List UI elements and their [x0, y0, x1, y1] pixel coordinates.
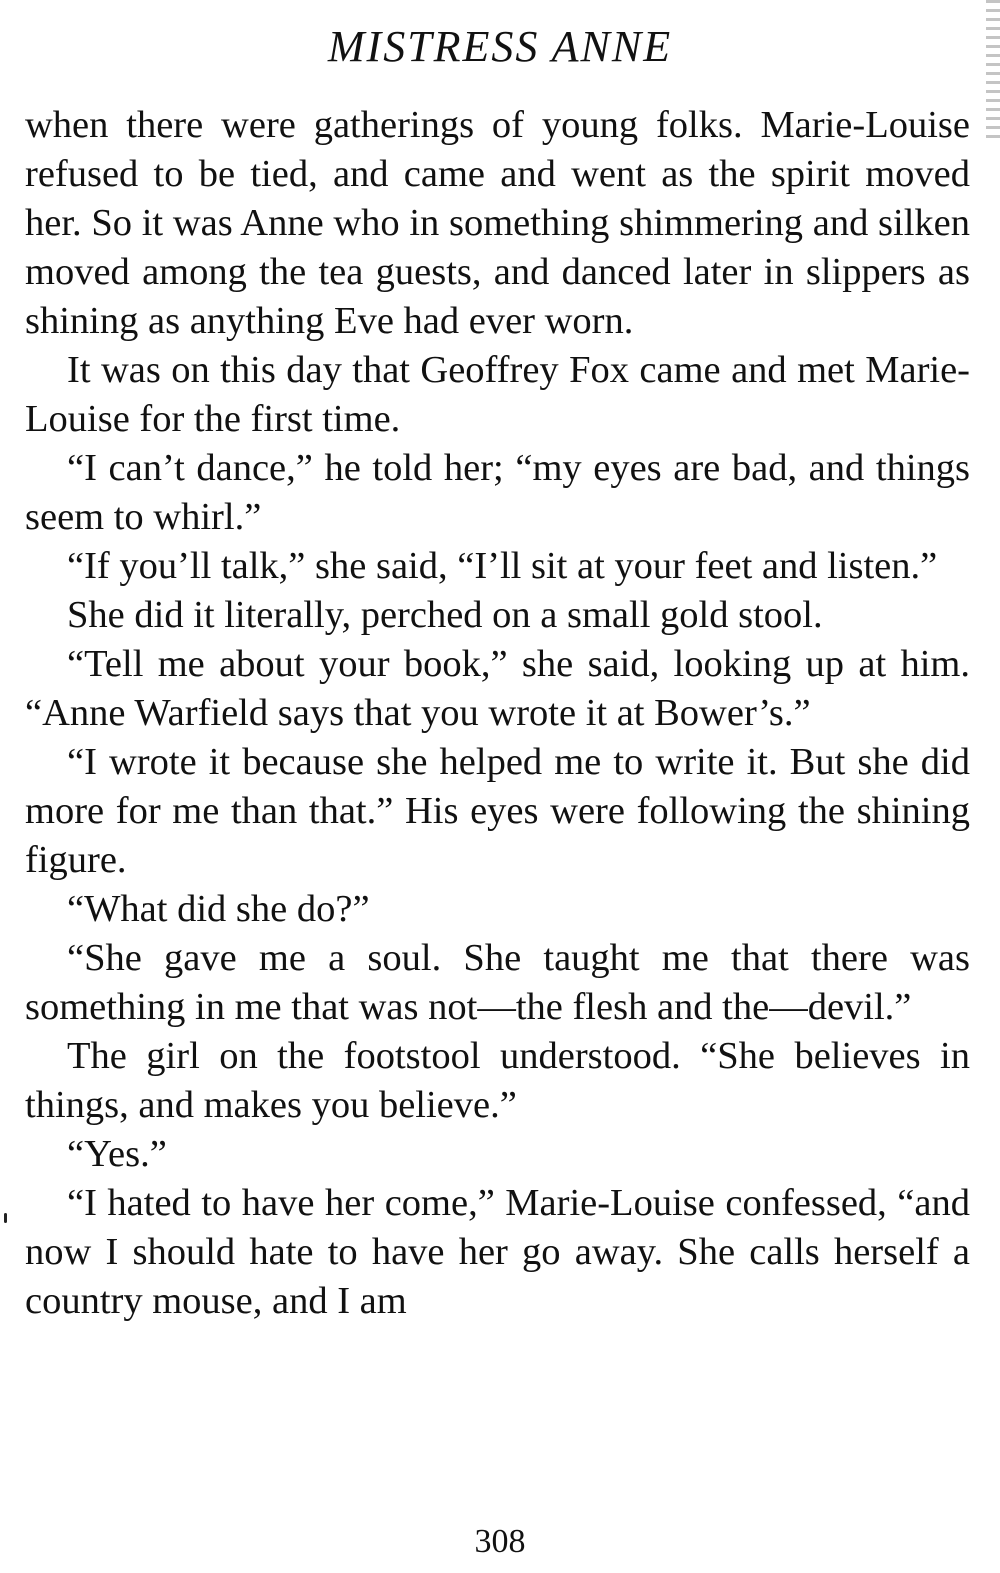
body-text [25, 101, 970, 1326]
running-title: MISTRESS ANNE [327, 22, 673, 71]
paragraph-continued: when there were gatherings of young folks. Marie-Louise refused to be tied, and came and went as the spirit moved her. So it was Anne who in something shimmering and silken moved among the tea guests, and danced later in slippers as shining as anything Eve had ever worn. [25, 104, 970, 342]
paragraph: “Yes.” [67, 1133, 167, 1175]
paragraph: “I can’t dance,” he told her; “my eyes are bad, and things seem to whirl.” [25, 447, 970, 538]
paragraph: It was on this day that Geoffrey Fox came and met Marie-Louise for the first time. [25, 349, 970, 440]
paragraph: “Tell me about your book,” she said, looking up at him. “Anne Warfield says that you wrote it at Bower’s.” [25, 643, 970, 734]
page-number: 308 [474, 1523, 526, 1560]
paragraph: She did it literally, perched on a small gold stool. [67, 594, 823, 636]
stray-ink-mark [4, 1213, 7, 1223]
paragraph: “I wrote it because she helped me to write it. But she did more for me than that.” His eyes were following the shining figure. [25, 741, 970, 881]
paragraph: The girl on the footstool understood. “She believes in things, and makes you believe.” [25, 1035, 970, 1126]
paragraph: “What did she do?” [67, 888, 370, 930]
paragraph: “I hated to have her come,” Marie-Louise confessed, “and now I should hate to have her go away. She calls herself a country mouse, and I am [25, 1182, 970, 1322]
paragraph: “If you’ll talk,” she said, “I’ll sit at your feet and listen.” [67, 545, 938, 587]
paragraph: “She gave me a soul. She taught me that there was something in me that was not—the flesh and the—devil.” [25, 937, 970, 1028]
